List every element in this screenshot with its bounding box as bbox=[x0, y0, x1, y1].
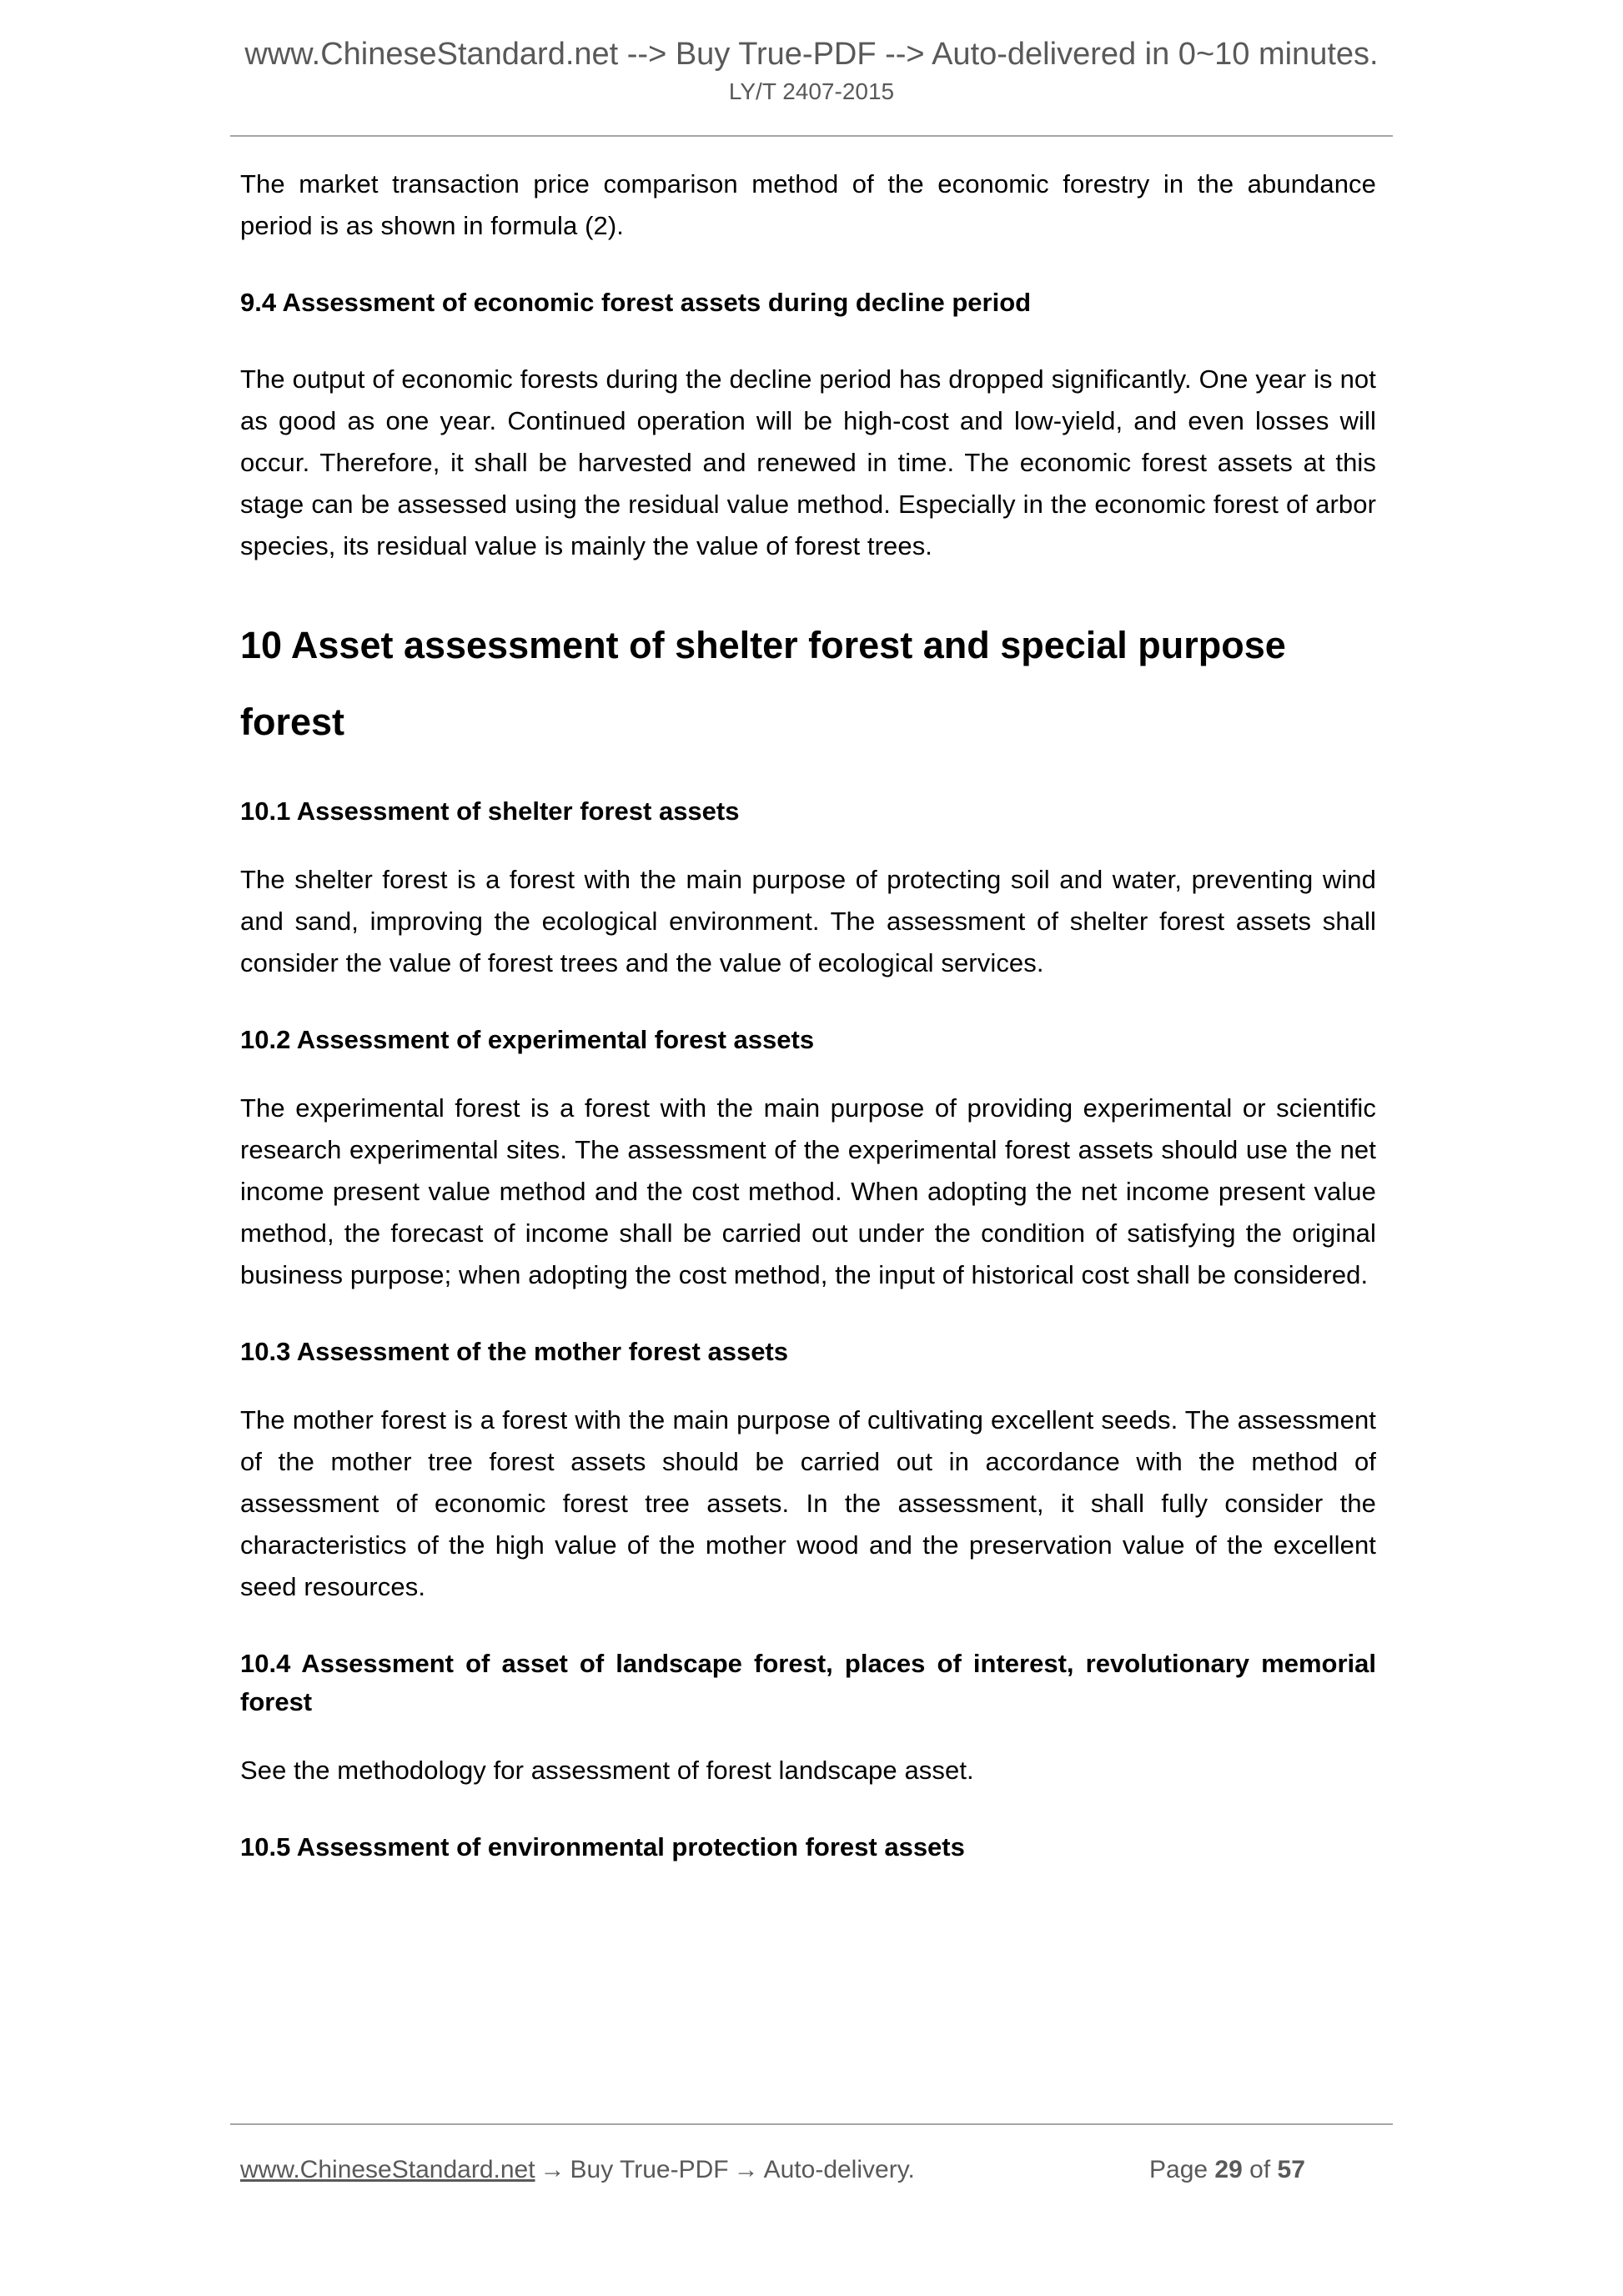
spacer bbox=[240, 1059, 1376, 1088]
heading-10-2: 10.2 Assessment of experimental forest assets bbox=[240, 1025, 815, 1054]
page-indicator bbox=[1149, 2152, 1305, 2188]
paragraph-10-2: The experimental forest is a forest with the main purpose of providing experimental or scientific research experimental sites. The assessment of the experimental forest assets should use the net income present value method and the cost method. When adopting the net income present value method, the forecast of income shall be carried out under the condition of satisfying the original business purpose; when adopting the cost method, the input of historical cost shall be considered. bbox=[240, 1093, 1376, 1289]
spacer bbox=[240, 984, 1376, 1021]
heading-10-3: 10.3 Assessment of the mother forest assets bbox=[240, 1337, 788, 1366]
paragraph-intro: The market transaction price comparison method of the economic forestry in the abundance period is as shown in formula (2). bbox=[240, 169, 1376, 240]
footer-promo bbox=[240, 2152, 915, 2188]
footer-segment-delivery: Auto-delivery. bbox=[763, 2156, 915, 2183]
page-word-label: Page bbox=[1149, 2156, 1208, 2183]
heading-10-5: 10.5 Assessment of environmental protection forest assets bbox=[240, 1832, 965, 1861]
spacer bbox=[240, 247, 1376, 284]
spacer bbox=[240, 567, 1376, 607]
spacer bbox=[240, 322, 1376, 359]
heading-10: 10 Asset assessment of shelter forest and special purpose forest bbox=[240, 624, 1286, 743]
footer-divider bbox=[230, 2123, 1393, 2125]
total-page-count: 57 bbox=[1277, 2156, 1305, 2183]
heading-10-1: 10.1 Assessment of shelter forest assets bbox=[240, 796, 740, 826]
spacer bbox=[240, 1608, 1376, 1645]
current-page-number: 29 bbox=[1214, 2156, 1243, 2183]
spacer bbox=[240, 831, 1376, 859]
footer-segment-buy: Buy True-PDF bbox=[570, 2156, 729, 2183]
spacer bbox=[240, 1371, 1376, 1399]
paragraph-10-4: See the methodology for assessment of forest landscape asset. bbox=[240, 1756, 974, 1785]
spacer bbox=[240, 1791, 1376, 1828]
of-word-label: of bbox=[1249, 2156, 1271, 2183]
arrow-right-icon: → bbox=[540, 2156, 565, 2183]
standard-code-label: LY/T 2407-2015 bbox=[728, 78, 895, 104]
arrow-right-icon: → bbox=[733, 2156, 759, 2183]
header-divider bbox=[230, 135, 1393, 137]
spacer bbox=[240, 1296, 1376, 1333]
document-content bbox=[240, 163, 1376, 1866]
footer-site-link[interactable]: www.ChineseStandard.net bbox=[240, 2156, 535, 2183]
paragraph-9-4: The output of economic forests during the decline period has dropped significantly. One year is not as good as one year. Continued operation will be high-cost and low-yield, and even losses will occur. Therefore, it shall be harvested and renewed in time. The economic forest assets at this stage can be assessed using the residual value method. Especially in the economic forest of arbor species, its residual value is mainly the value of forest trees. bbox=[240, 364, 1376, 560]
paragraph-10-1: The shelter forest is a forest with the main purpose of protecting soil and water, preventing wind and sand, improving the ecological environment. The assessment of shelter forest assets shall consider the value of forest trees and the value of ecological services. bbox=[240, 865, 1376, 977]
heading-9-4: 9.4 Assessment of economic forest assets during decline period bbox=[240, 288, 1032, 317]
spacer bbox=[240, 1721, 1376, 1750]
paragraph-10-3: The mother forest is a forest with the main purpose of cultivating excellent seeds. The assessment of the mother tree forest assets should be carried out in accordance with the method of assessment of economic forest tree assets. In the assessment, it shall fully consider the characteristics of the high value of the mother wood and the preservation value of the excellent seed resources. bbox=[240, 1405, 1376, 1601]
heading-10-4: 10.4 Assessment of asset of landscape forest, places of interest, revolutionary memorial forest bbox=[240, 1649, 1376, 1716]
watermark-header-promo: www.ChineseStandard.net --> Buy True-PDF --> Auto-delivered in 0~10 minutes. bbox=[244, 37, 1379, 72]
spacer bbox=[240, 761, 1376, 792]
page-footer bbox=[240, 2152, 1384, 2188]
